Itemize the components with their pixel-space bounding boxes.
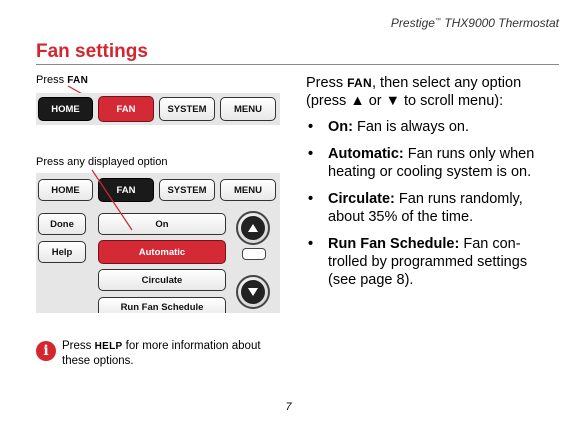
- option-run-fan-schedule-button[interactable]: Run Fan Schedule: [98, 297, 226, 313]
- options-list: [306, 118, 556, 298]
- info-icon: i: [36, 341, 56, 361]
- menu-button[interactable]: MENU: [220, 179, 276, 201]
- scroll-down-button[interactable]: [236, 275, 270, 309]
- title-divider: [36, 64, 559, 65]
- model-name: THX9000 Thermostat: [440, 16, 559, 30]
- document-header: [391, 16, 559, 30]
- arrow-down-icon: [247, 287, 259, 297]
- home-button[interactable]: HOME: [38, 179, 93, 201]
- scroll-up-button[interactable]: [236, 211, 270, 245]
- page-number: 7: [285, 401, 292, 413]
- list-item-term: Circulate:: [328, 191, 395, 207]
- list-item-term: Run Fan Schedule:: [328, 236, 460, 252]
- figure2-pointer-line: [88, 166, 138, 236]
- section-title: Fan settings: [36, 41, 148, 62]
- option-automatic-button[interactable]: Automatic: [98, 240, 226, 264]
- system-button[interactable]: SYSTEM: [159, 179, 215, 201]
- scroll-down-icon-bg: [241, 280, 265, 304]
- help-note-key: HELP: [94, 341, 123, 352]
- fan-button[interactable]: FAN: [98, 178, 154, 202]
- help-note: [62, 339, 282, 368]
- list-item: [306, 235, 556, 289]
- option-circulate-button[interactable]: Circulate: [98, 269, 226, 291]
- list-item: [306, 145, 556, 181]
- help-note-prefix: Press: [62, 340, 95, 352]
- figure1-caption-key: FAN: [67, 75, 89, 86]
- instructions-line2: (press ▲ or ▼ to scroll menu):: [306, 93, 504, 109]
- list-item-desc: Fan con-trolled by programmed settings (see page 8).: [328, 236, 528, 288]
- list-item: [306, 118, 556, 136]
- help-note-suffix: for more information about these options.: [62, 340, 261, 367]
- figure1-screen: [36, 93, 280, 125]
- instructions-line1: [306, 74, 566, 92]
- menu-button[interactable]: MENU: [220, 97, 276, 121]
- instructions-line1-suffix: , then select any option: [372, 75, 522, 91]
- done-button[interactable]: Done: [38, 213, 86, 235]
- scroll-indicator: [242, 248, 266, 260]
- list-item-term: On:: [328, 119, 353, 135]
- home-button[interactable]: HOME: [38, 97, 93, 121]
- list-item: [306, 190, 556, 226]
- scroll-up-icon-bg: [241, 216, 265, 240]
- help-button[interactable]: Help: [38, 241, 86, 263]
- instructions-line1-key: FAN: [347, 76, 372, 90]
- trademark-symbol: ™: [434, 18, 441, 24]
- fan-button[interactable]: FAN: [98, 96, 154, 122]
- arrow-up-icon: [247, 223, 259, 233]
- instructions-intro: [306, 74, 566, 110]
- option-on-button[interactable]: On: [98, 213, 226, 235]
- figure1-caption-prefix: Press: [36, 74, 68, 86]
- brand-name: Prestige: [390, 16, 435, 30]
- list-item-desc: Fan runs only when heating or cooling system is on.: [328, 146, 535, 180]
- figure2-screen: [36, 173, 280, 313]
- figure2-caption: Press any displayed option: [36, 156, 168, 168]
- system-button[interactable]: SYSTEM: [159, 97, 215, 121]
- figure2-pointer-stroke: [92, 170, 132, 230]
- list-item-term: Automatic:: [328, 146, 404, 162]
- instructions-line1-prefix: Press: [306, 75, 348, 91]
- list-item-desc: Fan runs randomly, about 35% of the time.: [328, 191, 523, 225]
- list-item-desc: Fan is always on.: [352, 119, 470, 135]
